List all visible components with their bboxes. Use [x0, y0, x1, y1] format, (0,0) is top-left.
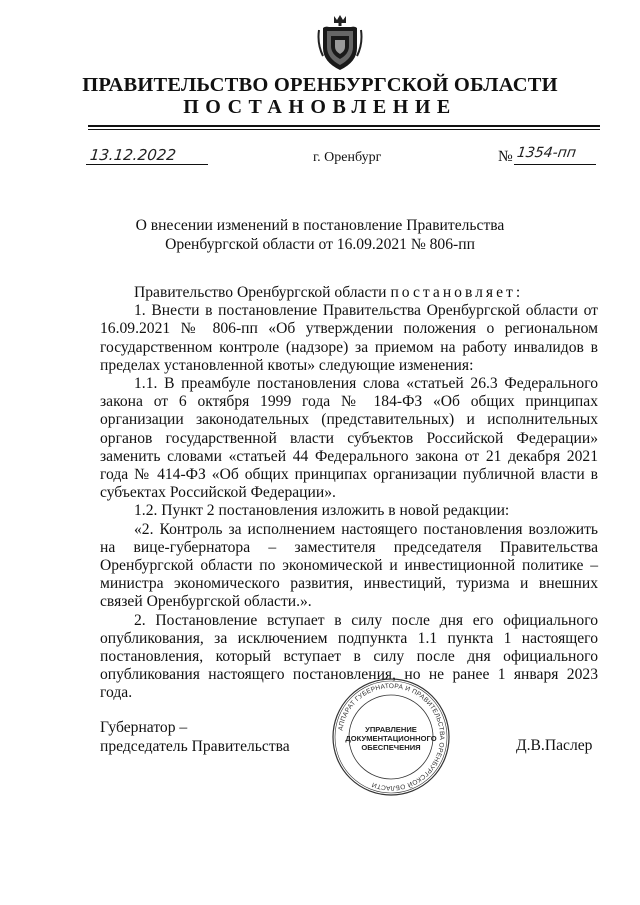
signatory-position-line: Губернатор –	[100, 719, 188, 736]
header-divider-thin	[88, 129, 600, 130]
government-title: ПРАВИТЕЛЬСТВО ОРЕНБУРГСКОЙ ОБЛАСТИ	[82, 74, 558, 96]
header-divider-thick	[88, 125, 600, 127]
signatory-position	[100, 718, 290, 756]
paragraph-1-1: 1.1. В преамбуле постановления слова «статьей 26.3 Федерального закона от 6 октября 1999 года № 184-ФЗ «Об общих принципах организации законодательных (представительных) и исполнительных органов государственной власти субъектов Российской Федерации» заменить словами «статьей 44 Федерального закона от 21 декабря 2021 года № 414-ФЗ «Об общих принципах организации публичной власти в субъектах Российской Федерации».	[100, 375, 598, 502]
official-stamp	[330, 676, 452, 798]
document-body	[100, 284, 598, 703]
paragraph-1-2-text: «2. Контроль за исполнением настоящего постановления возложить на вице-губернатора – заместителя председателя Правительства Оренбургской области по экономической и инвестиционной политике – министра экономического развития, инвестиций, туризма и внешних связей Оренбургской области.».	[100, 520, 598, 611]
preamble-colon: :	[515, 284, 521, 301]
signatory-name: Д.В.Паслер	[516, 737, 593, 754]
document-city: г. Оренбург	[313, 150, 382, 165]
paragraph-1-2: 1.2. Пункт 2 постановления изложить в новой редакции:	[134, 502, 510, 520]
date-underline	[86, 164, 208, 165]
preamble-text: Правительство Оренбургской области	[134, 284, 391, 301]
subject-line: Оренбургской области от 16.09.2021 № 806-пп	[165, 236, 475, 253]
stamp-ring-text: АППАРАТ ГУБЕРНАТОРА И ПРАВИТЕЛЬСТВА ОРЕНБУРГСКОЙ ОБЛАСТИ	[337, 682, 446, 792]
document-number: 1354-пп	[515, 145, 578, 161]
document-date: 13.12.2022	[89, 146, 177, 164]
paragraph-2: 2. Постановление вступает в силу после дня его официального опубликования, за исключением подпункта 1.1 пункта 1 настоящего постановления, который вступает в силу после дня официального опубликования настоящего постановления, но не ранее 1 января 2023 года.	[100, 611, 598, 702]
document-type-title: ПОСТАНОВЛЕНИЕ	[183, 96, 457, 118]
signatory-position-line: председатель Правительства	[100, 738, 290, 755]
paragraph-1: 1. Внести в постановление Правительства Оренбургской области от 16.09.2021 № 806-пп «Об утверждении положения о региональном государственном контроле (надзоре) за приемом на работу инвалидов в пределах установленной квоты» следующие изменения:	[100, 302, 598, 374]
number-sign: №	[498, 148, 513, 165]
stamp-center-line: ДОКУМЕНТАЦИОННОГО	[345, 734, 437, 743]
number-underline	[514, 164, 596, 165]
preamble	[100, 284, 598, 302]
preamble-spaced-word: постановляет	[390, 284, 516, 301]
document-subject	[0, 216, 640, 254]
coat-of-arms-icon	[317, 14, 363, 72]
subject-line: О внесении изменений в постановление Правительства	[135, 217, 505, 234]
stamp-center-line: УПРАВЛЕНИЕ	[365, 725, 417, 734]
stamp-center-line: ОБЕСПЕЧЕНИЯ	[361, 743, 421, 752]
